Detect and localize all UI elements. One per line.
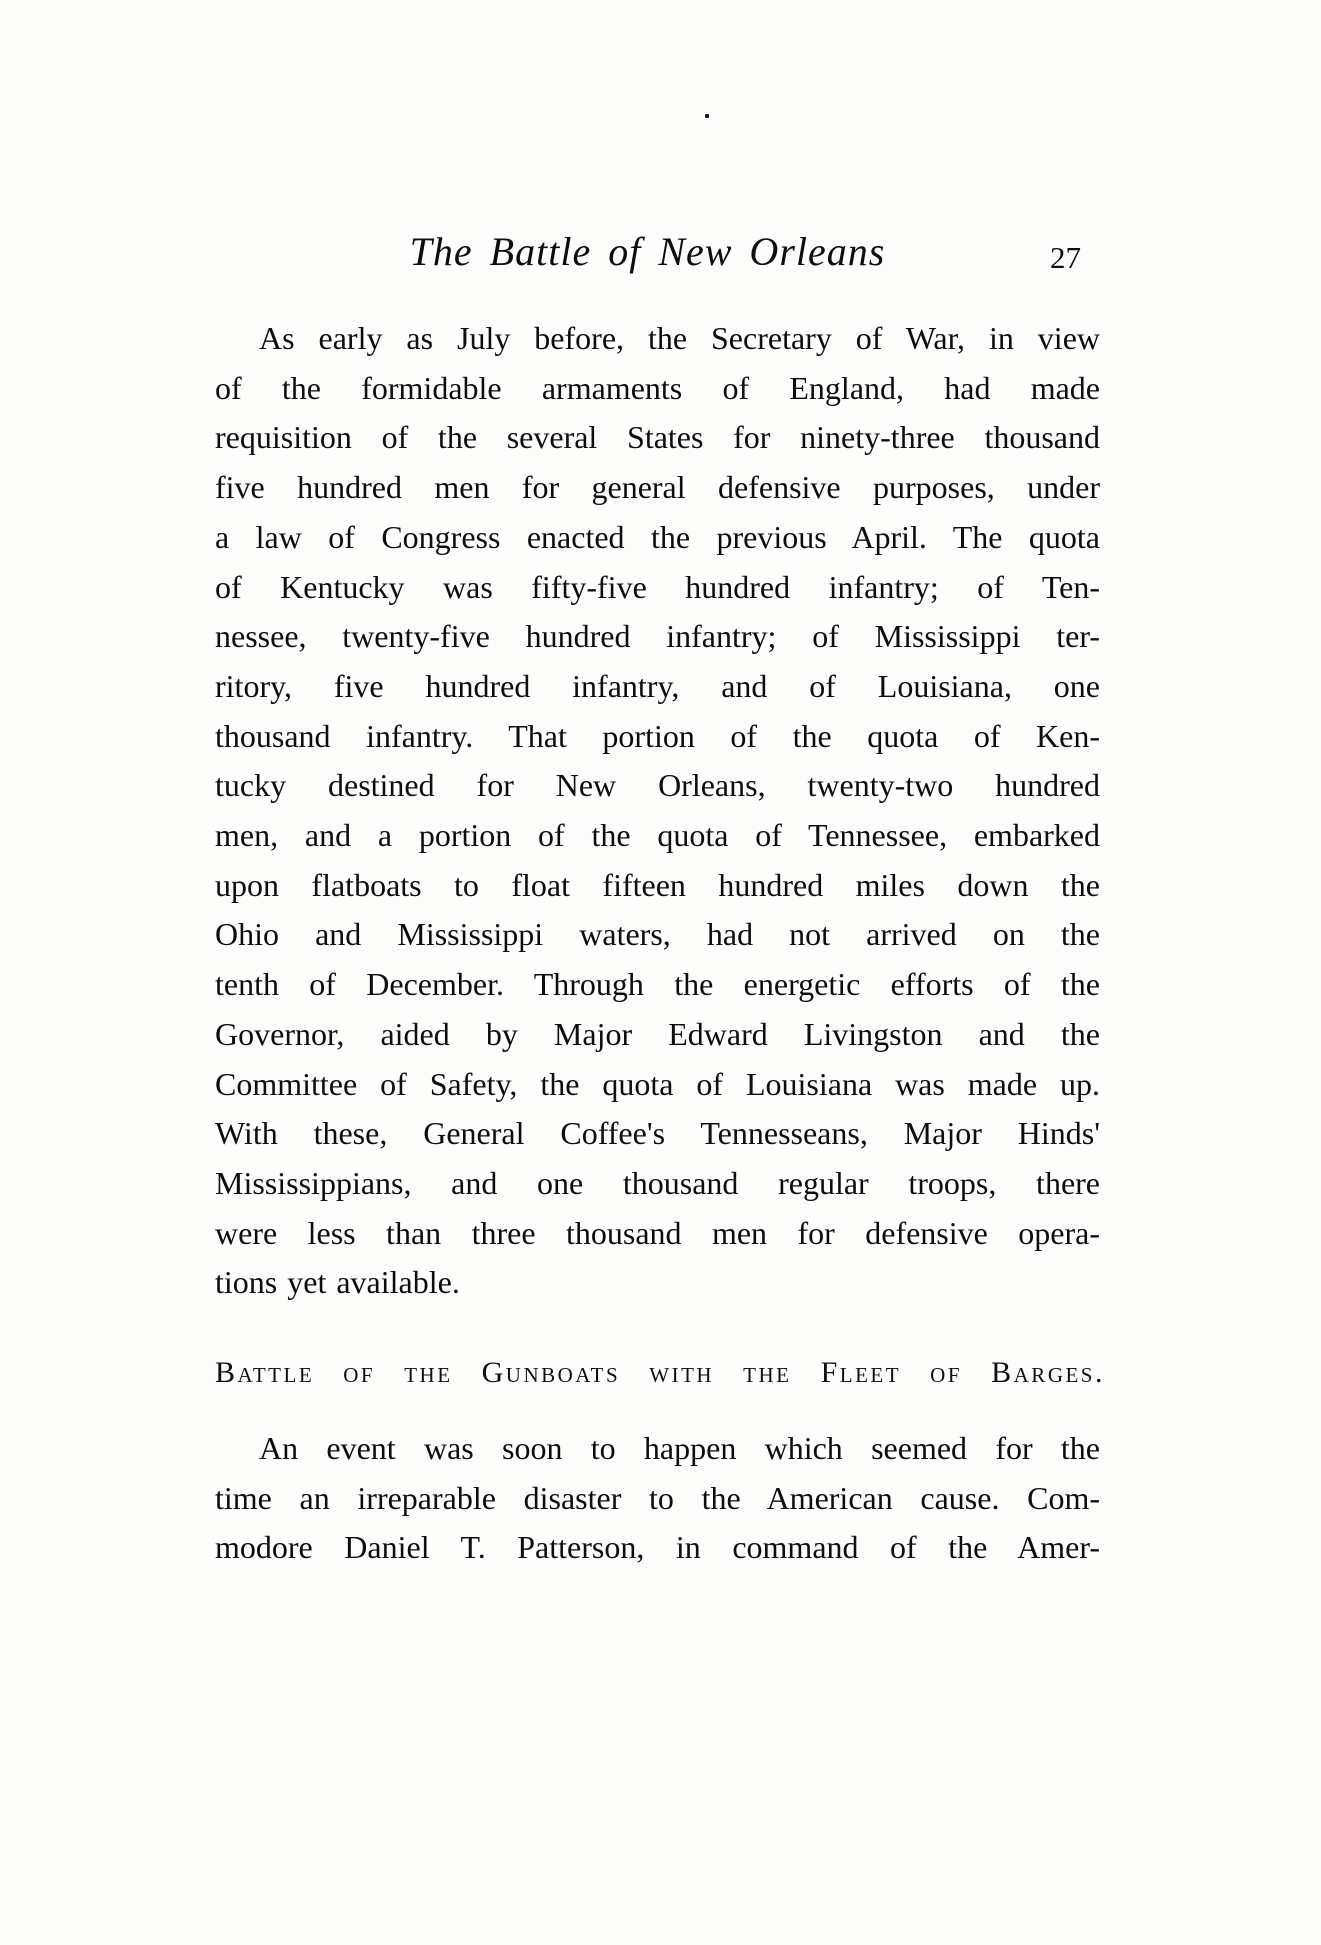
text-line: five hundred men for general defensive purposes, under <box>215 469 1100 506</box>
paragraph-2 <box>215 1424 1100 1573</box>
text-line: Ohio and Mississippi waters, had not arrived on the <box>215 916 1100 953</box>
text-line: With these, General Coffee's Tennesseans, Major Hinds' <box>215 1115 1100 1152</box>
text-line: ritory, five hundred infantry, and of Louisiana, one <box>215 667 1100 704</box>
text-line: nessee, twenty-five hundred infantry; of Mississippi ter- <box>215 618 1100 655</box>
text-line: tions yet available. <box>215 1264 460 1301</box>
text-line: tucky destined for New Orleans, twenty-two hundred <box>215 767 1100 804</box>
text-line: As early as July before, the Secretary of War, in view <box>259 320 1100 356</box>
text-line: men, and a portion of the quota of Tennessee, embarked <box>215 817 1100 854</box>
ink-speck <box>705 114 709 118</box>
text-line: time an irreparable disaster to the American cause. Com- <box>215 1479 1100 1516</box>
text-line: An event was soon to happen which seemed for the <box>259 1430 1100 1466</box>
text-line: Mississippians, and one thousand regular troops, there <box>215 1164 1100 1201</box>
text-line: tenth of December. Through the energetic efforts of the <box>215 966 1100 1003</box>
text-line: upon flatboats to float fifteen hundred miles down the <box>215 866 1100 903</box>
page-number: 27 <box>1050 240 1081 275</box>
text-line: of the formidable armaments of England, had made <box>215 369 1100 406</box>
text-line: a law of Congress enacted the previous April. The quota <box>215 518 1100 555</box>
section-heading: Battle of the Gunboats with the Fleet of Barges. <box>215 1356 1105 1389</box>
text-line: requisition of the several States for ninety-three thousand <box>215 419 1100 456</box>
text-line: were less than three thousand men for defensive opera- <box>215 1214 1100 1251</box>
text-line: thousand infantry. That portion of the quota of Ken- <box>215 717 1100 754</box>
text-line: Governor, aided by Major Edward Livingston and the <box>215 1015 1100 1052</box>
text-line: modore Daniel T. Patterson, in command of the Amer- <box>215 1529 1100 1566</box>
page-header-title: The Battle of New Orleans <box>409 229 886 274</box>
text-line: Committee of Safety, the quota of Louisiana was made up. <box>215 1065 1100 1102</box>
text-line: of Kentucky was fifty-five hundred infantry; of Ten- <box>215 568 1100 605</box>
paragraph-1 <box>215 314 1100 1308</box>
